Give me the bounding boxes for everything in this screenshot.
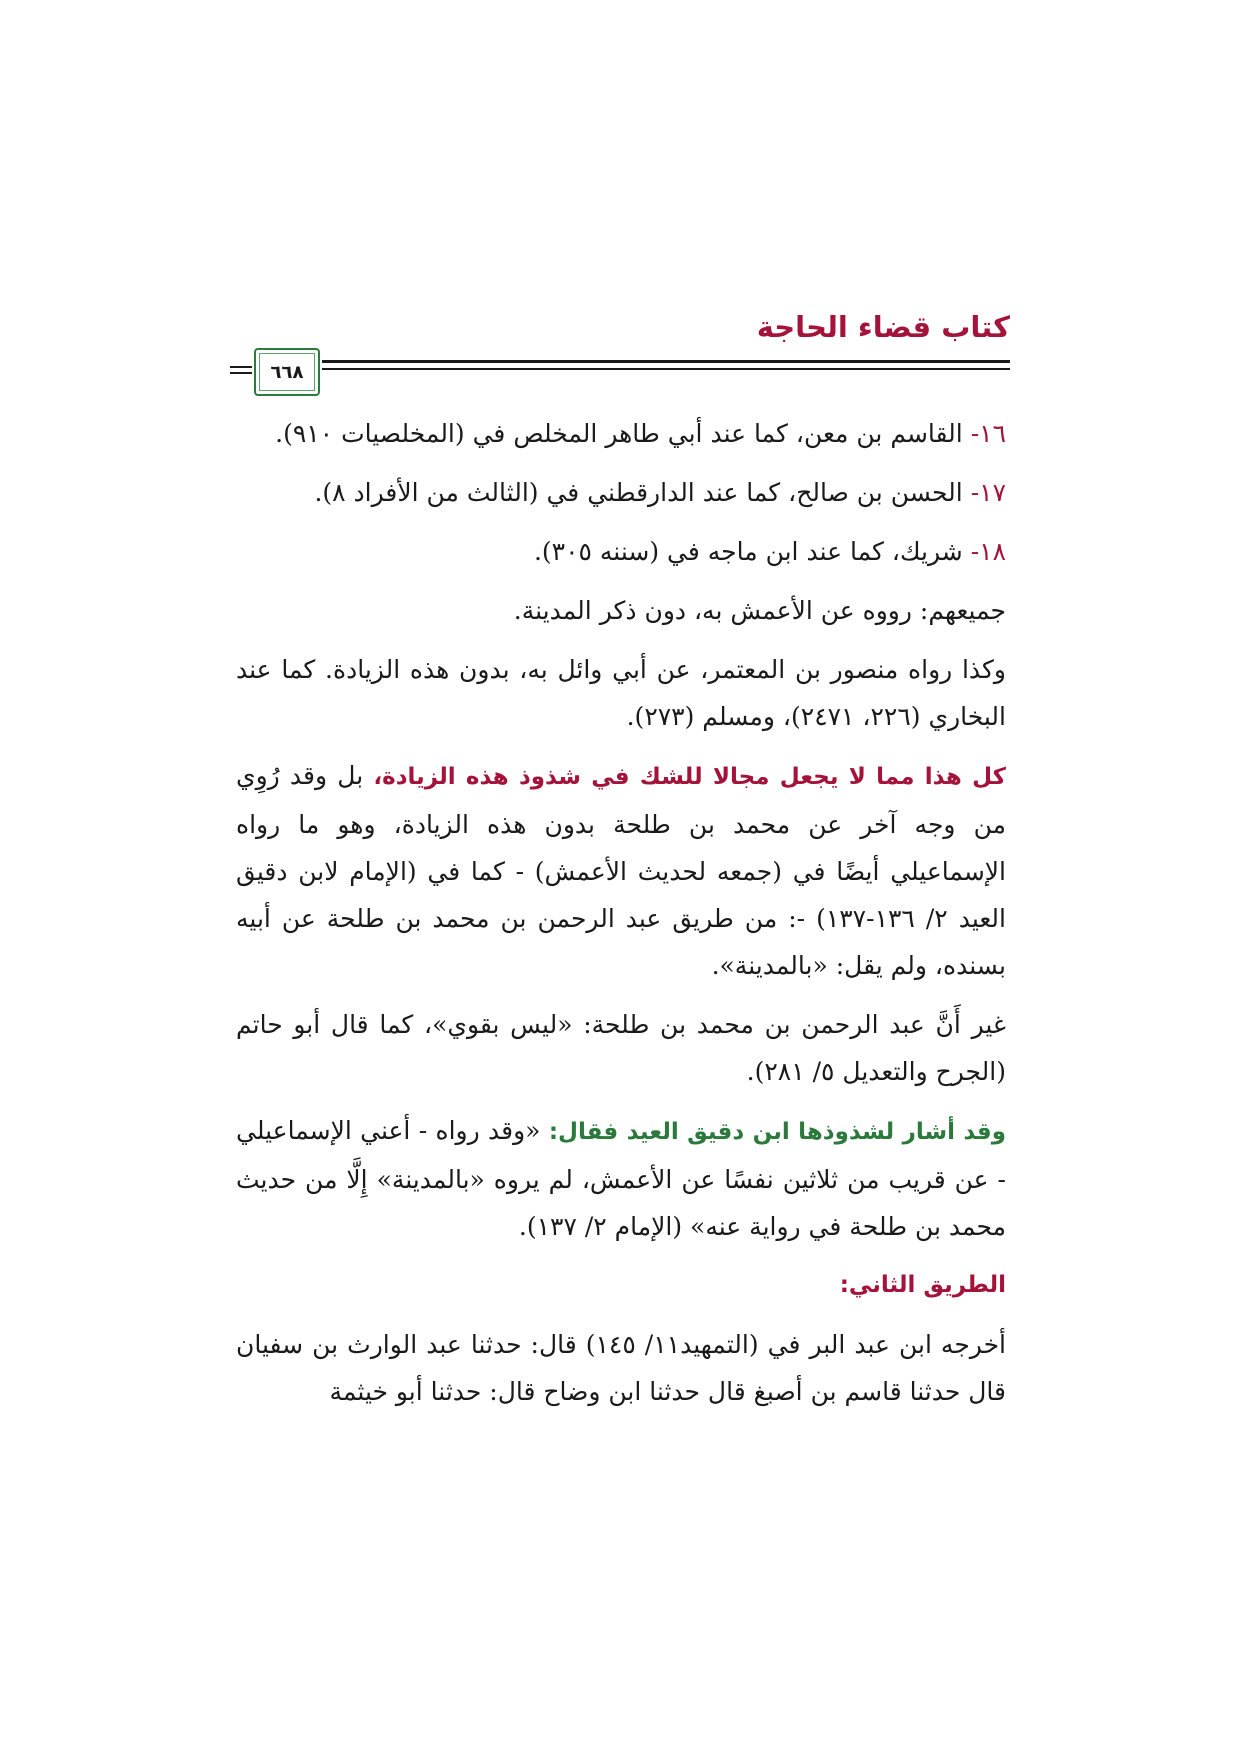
header-rule [230, 360, 1010, 363]
page-body [236, 410, 1006, 1427]
item-number: ١٦- [970, 419, 1006, 448]
header-rule-short [230, 372, 252, 374]
list-item [236, 410, 1006, 457]
page-number-frame [254, 348, 320, 396]
item-text: القاسم بن معن، كما عند أبي طاهر المخلص في (المخلصيات ٩١٠). [275, 419, 971, 448]
header-rule [230, 368, 1010, 370]
paragraph-ibn-daqiq [236, 1107, 1006, 1250]
section-heading: الطريق الثاني: [839, 1272, 1006, 1298]
list-item [236, 469, 1006, 516]
item-text: الحسن بن صالح، كما عند الدارقطني في (الثالث من الأفراد ٨). [314, 478, 971, 507]
paragraph-conclusion [236, 752, 1006, 989]
paragraph-takhrij: أخرجه ابن عبد البر في (التمهيد١١/ ١٤٥) قال: حدثنا عبد الوارث بن سفيان قال حدثنا قاسم بن أصبغ قال حدثنا ابن وضاح قال: حدثنا أبو خيثمة [236, 1330, 1006, 1406]
paragraph-text: بل وقد رُوِي من وجه آخر عن محمد بن طلحة بدون هذه الزيادة، وهو ما رواه الإسماعيلي أيضًا في (جمعه لحديث الأعمش) - كما في (الإمام لابن دقيق العيد ٢/ ١٣٦-١٣٧) -: من طريق عبد الرحمن بن محمد بن طلحة عن أبيه بسنده، ولم يقل: «بالمدينة». [236, 761, 1006, 980]
highlighted-statement: كل هذا مما لا يجعل مجالا للشك في شذوذ هذه الزيادة، [373, 764, 1006, 790]
book-title: كتاب قضاء الحاجة [756, 310, 1010, 344]
page-header [230, 310, 1010, 400]
item-number: ١٧- [970, 478, 1006, 507]
item-number: ١٨- [970, 537, 1006, 566]
paragraph-text: «وقد رواه - أعني الإسماعيلي - عن قريب من ثلاثين نفسًا عن الأعمش، لم يروه «بالمدينة» إِلَّا من حديث محمد بن طلحة في رواية عنه» (الإمام ٢/ ١٣٧). [236, 1116, 1006, 1241]
highlighted-statement: وقد أشار لشذوذها ابن دقيق العيد فقال: [548, 1119, 1007, 1145]
item-text: شريك، كما عند ابن ماجه في (سننه ٣٠٥). [533, 537, 971, 566]
list-item [236, 528, 1006, 575]
paragraph-abu-hatim: غير أَنَّ عبد الرحمن بن محمد بن طلحة: «ليس بقوي»، كما قال أبو حاتم (الجرح والتعديل ٥/ ٢٨١). [236, 1010, 1006, 1086]
paragraph-mansur: وكذا رواه منصور بن المعتمر، عن أبي وائل به، بدون هذه الزيادة. كما عند البخاري (٢٢٦، ٢٤٧١)، ومسلم (٢٧٣). [236, 655, 1006, 731]
paragraph-all-narrators: جميعهم: رووه عن الأعمش به، دون ذكر المدينة. [513, 596, 1006, 625]
page-number: ٦٦٨ [270, 361, 304, 383]
header-rule-short [230, 366, 252, 368]
